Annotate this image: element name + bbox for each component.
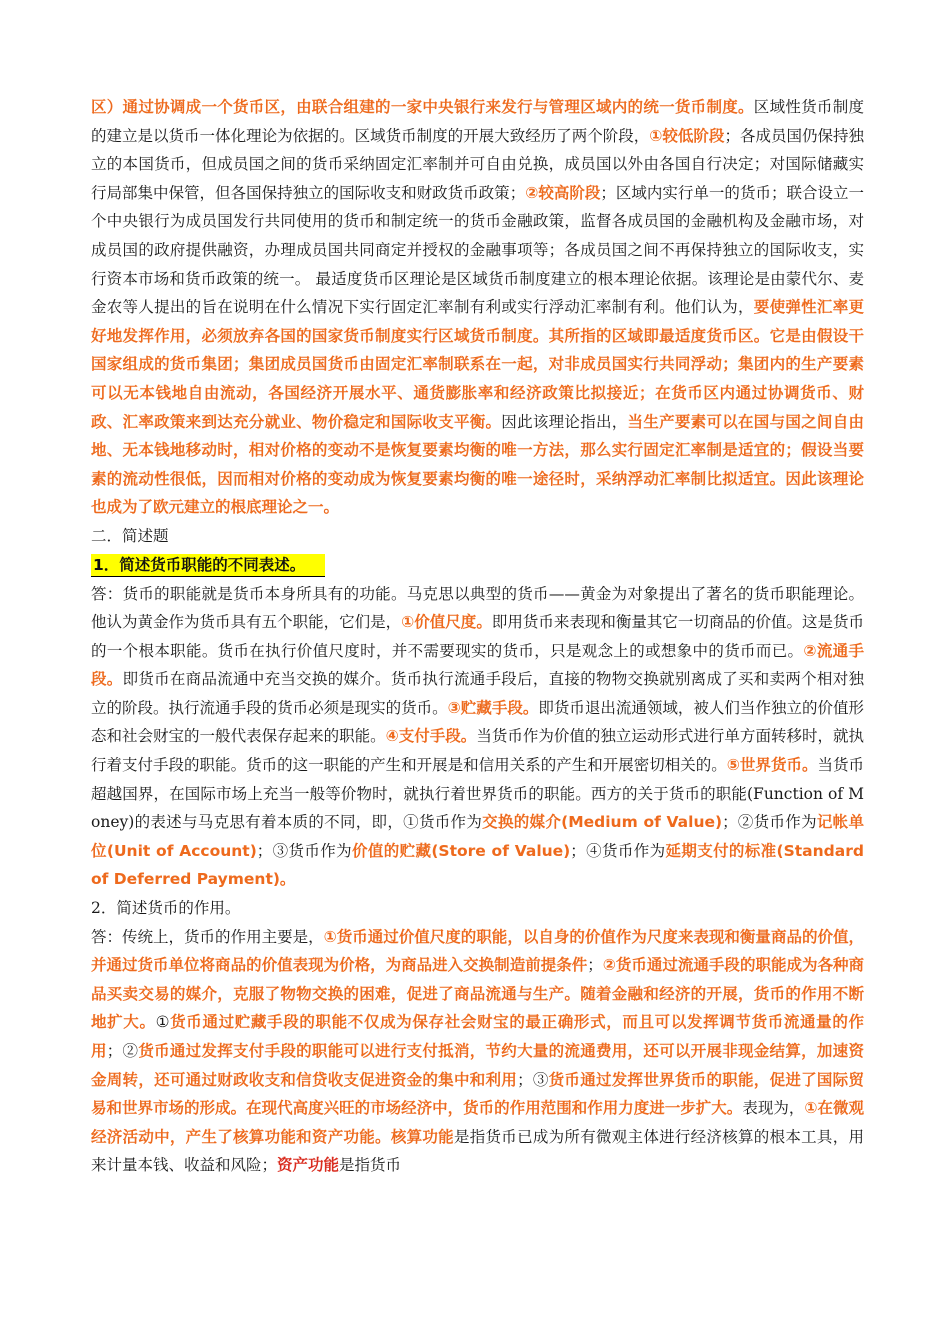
body-text: 当货币作为价值的独立运动形式进行单方面转移时，就执行着支付手段的职能。货币的这一职能的产生和开展是和信用关系的产生和开展密切相关的。: [91, 727, 864, 775]
section-label: 二．简述题: [91, 526, 169, 545]
body-text: ；各成员国仍保持独立的本国货币，但成员国之间的货币采纳固定汇率制并可自由兑换，成员国以外由各国自行决定；对国际储藏实行局部集中保管，但各国保持独立的国际收支和财政货币政策；: [91, 126, 864, 202]
body-text: ①: [155, 1013, 171, 1032]
body-text: 当货币超越国界，在国际市场上充当一般等价物时，就执行着世界货币的职能。西方的关于货币的职能(Function of Money)的表述与马克思有着本质的不同，即，①货币作为: [91, 756, 864, 832]
body-text: 即用货币来表现和衡量其它一切商品的价值。这是货币的一个根本职能。货币在执行价值尺度时，并不需要现实的货币，只是观念上的或想象中的货币而已。: [91, 613, 864, 660]
question-2-label: 2．简述货币的作用。: [91, 899, 241, 918]
body-text: 是指货币已成为所有微观主体进行经济核算的根本工具，用来计量本钱、收益和风险；: [91, 1127, 864, 1175]
highlight-text: 记帐单位(Unit of Account): [91, 813, 864, 860]
highlight-text-red: 资产功能: [277, 1156, 340, 1175]
body-text: 答：传统上，货币的作用主要是，: [91, 927, 324, 946]
paragraph-regional-currency: [91, 93, 864, 522]
highlight-text: 货币通过发挥世界货币的职能，促进了国际贸易和世界市场的形成。在现代高度兴旺的市场经济中，货币的作用范围和作用力度进一步扩大。: [91, 1070, 864, 1118]
body-text: ；: [587, 956, 603, 975]
body-text: ；③货币作为: [256, 841, 352, 860]
body-text: 是指货币: [339, 1156, 402, 1175]
body-text: 区域性货币制度的建立是以货币一体化理论为依据的。区域货币制度的开展大致经历了两个阶段，: [91, 98, 864, 145]
highlight-text: ①较低阶段: [649, 126, 725, 145]
highlight-text: ④支付手段。: [385, 727, 477, 746]
highlight-text: ②流通手段。: [91, 641, 864, 689]
highlight-text: ①货币通过价值尺度的职能，以自身的价值作为尺度来表现和衡量商品的价值，并通过货币单位将商品的价值表现为价格，为商品进入交换制造前提条件: [91, 927, 864, 975]
highlight-text: ①价值尺度。: [401, 613, 492, 632]
highlight-text: 货币通过贮藏手段的职能不仅成为保存社会财宝的最正确形式，而且可以发挥调节货币流通量的作用: [91, 1013, 864, 1060]
highlight-text: 价值的贮藏(Store of Value): [352, 841, 571, 860]
body-text: 即货币退出流通领域，被人们当作独立的价值形态和社会财宝的一般代表保存起来的职能。: [91, 698, 864, 746]
body-text: ；②: [106, 1042, 139, 1060]
body-text: 因此该理论指出，: [501, 412, 628, 431]
highlight-text: 延期支付的标准(Standard of Deferred Payment)。: [91, 841, 864, 889]
highlight-text: ②较高阶段: [525, 183, 601, 202]
question-1-heading: 1．简述货币职能的不同表述。: [91, 554, 325, 577]
highlight-text: 交换的媒介(Medium of Value): [482, 813, 723, 832]
body-text: 表现为，: [742, 1099, 805, 1118]
highlight-text: ①在微观经济活动中，产生了核算功能和资产功能。核算功能: [91, 1099, 864, 1146]
body-text: 即货币在商品流通中充当交换的媒介。货币执行流通手段后，直接的物物交换就别离成了买和卖两个相对独立的阶段。执行流通手段的货币必须是现实的货币。: [91, 670, 864, 717]
highlight-text: 当生产要素可以在国与国之间自由地、无本钱地移动时，相对价格的变动不是恢复要素均衡的唯一方法，那么实行固定汇率制是适宜的；假设当要素的流动性很低，因而相对价格的变动成为恢复要素均衡的唯一途径时，采纳浮动汇率制比拟适宜。因此该理论也成为了欧元建立的根底理论之一。: [91, 412, 864, 517]
question-1-heading-line: [91, 551, 864, 580]
highlight-text: ③贮藏手段。: [447, 698, 539, 717]
body-text: ；②货币作为: [722, 813, 817, 832]
highlight-text: ②货币通过流通手段的职能成为各种商品买卖交易的媒介，克服了物物交换的困难，促进了商品流通与生产。随着金融和经济的开展，货币的作用不断地扩大。: [91, 956, 864, 1032]
highlight-text: 要使弹性汇率更好地发挥作用，必须放弃各国的国家货币制度实行区域货币制度。其所指的区域即最适度货币区。它是由假设干国家组成的货币集团；集团成员国货币由固定汇率制联系在一起，对非成员国实行共同浮动；集团内的生产要素可以无本钱地自由流动，各国经济开展水平、通货膨胀率和经济政策比拟接近；在货币区内通过协调货币、财政、汇率政策来到达充分就业、物价稳定和国际收支平衡。: [91, 298, 864, 431]
answer-1-paragraph: [91, 580, 864, 895]
highlight-text: 货币通过发挥支付手段的职能可以进行支付抵消，节约大量的流通费用，还可以开展非现金结算，加速资金周转，还可通过财政收支和信贷收支促进资金的集中和利用: [91, 1042, 864, 1089]
body-text: ；区域内实行单一的货币；联合设立一个中央银行为成员国发行共同使用的货币和制定统一的货币金融政策，监督各成员国的金融机构及金融市场，对成员国的政府提供融资，办理成员国共同商定并授权的金融事项等；各成员国之间不再保持独立的国际收支，实行资本市场和货币政策的统一。 最适度货币区理论是区域货币制度建立的根本理论依据。该理论是由蒙代尔、麦金农等人提出的旨在说明在什么情况下实行固定汇率制有利或实行浮动汇率制有利。他们认为，: [91, 183, 864, 317]
body-text: 答：货币的职能就是货币本身所具有的功能。马克思以典型的货币——黄金为对象提出了著名的货币职能理论。他认为黄金作为货币具有五个职能，它们是，: [91, 584, 864, 632]
body-text: ；③: [517, 1070, 549, 1089]
highlight-text: ⑤世界货币。: [726, 756, 818, 775]
answer-2-paragraph: [91, 923, 864, 1180]
highlight-text: 区）通过协调成一个货币区，由联合组建的一家中央银行来发行与管理区域内的统一货币制度。: [91, 98, 754, 116]
body-text: ；④货币作为: [570, 841, 666, 860]
